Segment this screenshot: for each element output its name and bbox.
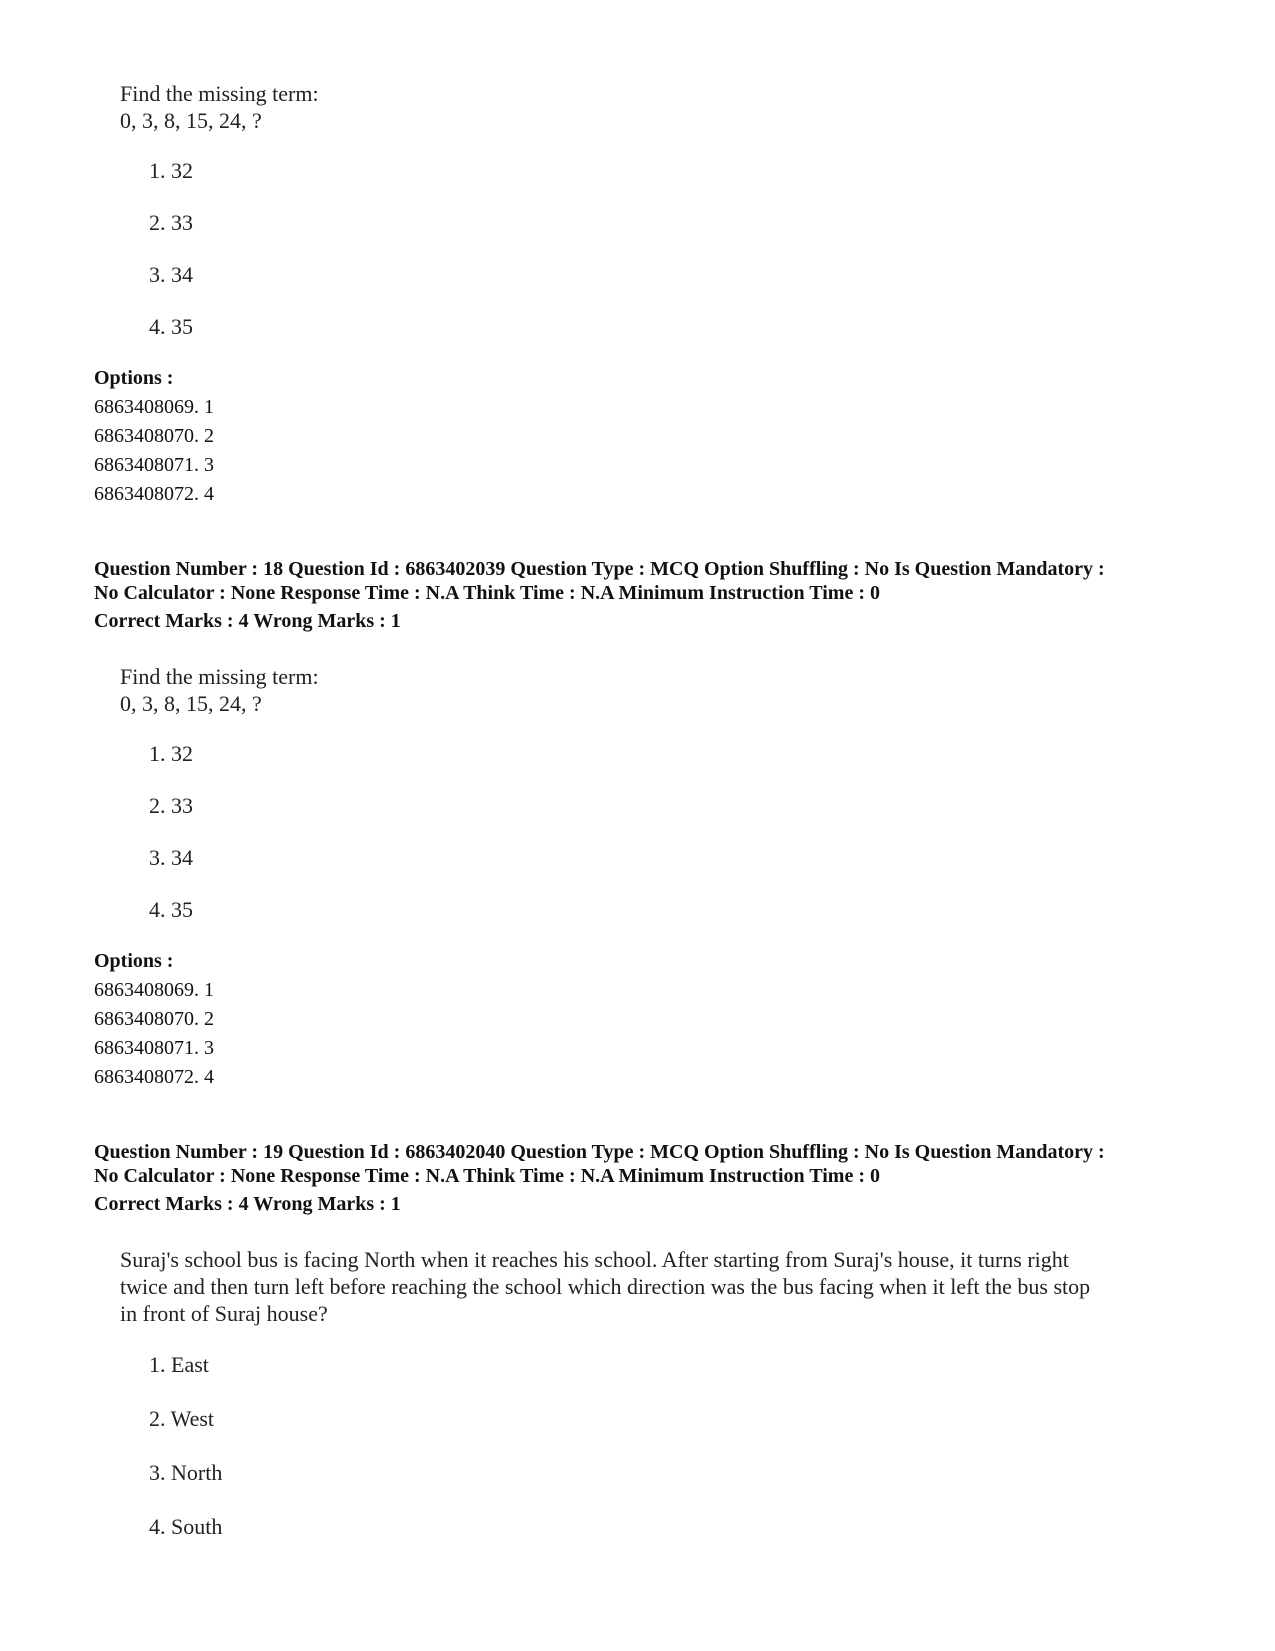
question-line: in front of Suraj house? [120, 1301, 328, 1326]
choice-item: 4. South [149, 1514, 223, 1539]
question-line: Suraj's school bus is facing North when it reaches his school. After starting from Suraj's house, it turns right [120, 1247, 1069, 1272]
choice-item: 1. 32 [149, 158, 193, 183]
options-block [94, 947, 214, 1092]
marks-line: Correct Marks : 4 Wrong Marks : 1 [94, 610, 401, 632]
meta-line: No Calculator : None Response Time : N.A Think Time : N.A Minimum Instruction Time : 0 [94, 1165, 880, 1187]
question-text [120, 80, 319, 134]
question-line: Find the missing term: [120, 81, 319, 106]
option-id: 6863408069. 1 [94, 396, 214, 418]
choice-item: 3. 34 [149, 845, 193, 870]
choice-item: 3. North [149, 1460, 223, 1485]
choice-item: 4. 35 [149, 314, 193, 339]
meta-line: Question Number : 19 Question Id : 6863402040 Question Type : MCQ Option Shuffling : No Is Question Mandatory : [94, 1141, 1105, 1163]
choice-item: 4. 35 [149, 897, 193, 922]
choice-item: 2. 33 [149, 210, 193, 235]
option-id: 6863408070. 2 [94, 1008, 214, 1030]
options-label: Options : [94, 950, 174, 972]
option-id: 6863408070. 2 [94, 425, 214, 447]
options-block [94, 364, 214, 509]
options-label: Options : [94, 367, 174, 389]
question-text [120, 1246, 1090, 1327]
marks-line: Correct Marks : 4 Wrong Marks : 1 [94, 1193, 401, 1215]
choice-item: 3. 34 [149, 262, 193, 287]
choice-item: 2. West [149, 1406, 215, 1431]
option-id: 6863408071. 3 [94, 1037, 214, 1059]
meta-line: Question Number : 18 Question Id : 6863402039 Question Type : MCQ Option Shuffling : No Is Question Mandatory : [94, 558, 1105, 580]
meta-line: No Calculator : None Response Time : N.A Think Time : N.A Minimum Instruction Time : 0 [94, 582, 880, 604]
option-id: 6863408072. 4 [94, 1066, 214, 1088]
question-line: twice and then turn left before reaching the school which direction was the bus facing when it left the bus stop [120, 1274, 1091, 1299]
option-id: 6863408072. 4 [94, 483, 214, 505]
question-line: 0, 3, 8, 15, 24, ? [120, 108, 262, 133]
question-line: 0, 3, 8, 15, 24, ? [120, 691, 262, 716]
question-meta [94, 1140, 1105, 1188]
choice-item: 1. East [149, 1352, 209, 1377]
question-text [120, 663, 319, 717]
choice-item: 2. 33 [149, 793, 193, 818]
question-meta [94, 557, 1105, 605]
choice-item: 1. 32 [149, 741, 193, 766]
option-id: 6863408069. 1 [94, 979, 214, 1001]
option-id: 6863408071. 3 [94, 454, 214, 476]
question-line: Find the missing term: [120, 664, 319, 689]
